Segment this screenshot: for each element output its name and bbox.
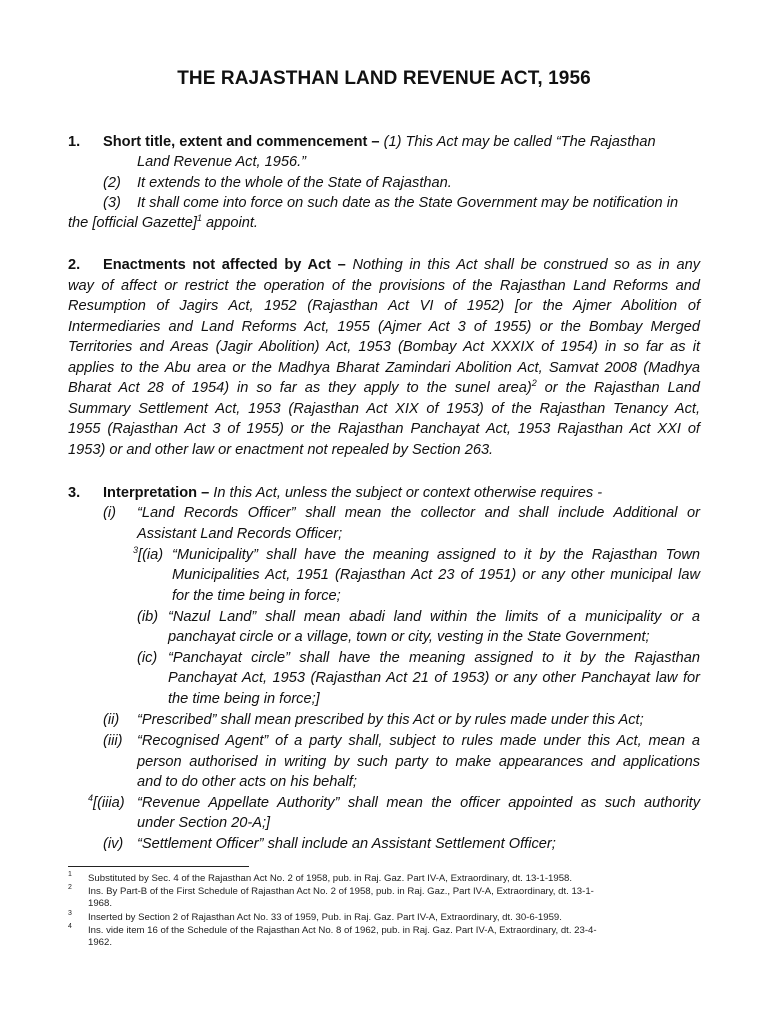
clause-ib-line-2: panchayat circle or a village, town or city, vesting in the State Government; bbox=[168, 629, 650, 645]
section-2-line-10: 1953) or and other law or enactment not repealed by Section 263. bbox=[68, 442, 494, 458]
section-1-para-2-text: It extends to the whole of the State of Rajasthan. bbox=[137, 175, 452, 191]
section-3-number: 3. bbox=[68, 485, 81, 501]
clause-ic-line-1: “Panchayat circle” shall have the meaning assigned to it by the Rajasthan bbox=[168, 650, 700, 666]
clause-ia-label-text: [(ia) bbox=[138, 547, 164, 563]
appoint-text: appoint. bbox=[202, 215, 258, 231]
section-2-line-4: Intermediaries and Land Reforms Act, 1955 (Ajmer Act 3 of 1955) or the Bombay Merged bbox=[68, 319, 700, 335]
clause-ic-line-2: Panchayat Act, 1953 (Rajasthan Act 21 of 1953) or any other Panchayat law for bbox=[168, 670, 700, 686]
clause-iii-label: (iii) bbox=[103, 733, 123, 749]
section-2-line-1 bbox=[103, 255, 700, 275]
section-3-heading: Interpretation – bbox=[103, 485, 210, 501]
footnote-separator bbox=[68, 866, 249, 867]
clause-i-line-2: Assistant Land Records Officer; bbox=[137, 526, 343, 542]
footnote-4-text-1: Ins. vide item 16 of the Schedule of the Rajasthan Act No. 8 of 1962, pub. in Raj. Gaz. Part IV-A, Extraordinary, dt. 23-4- bbox=[88, 925, 597, 936]
section-3-intro: In this Act, unless the subject or context otherwise requires - bbox=[213, 485, 603, 501]
section-1-para-3-label: (3) bbox=[103, 195, 121, 211]
clause-iiia-label-text: [(iiia) bbox=[93, 795, 125, 811]
section-3-line-1 bbox=[103, 483, 602, 503]
section-2-text-7b: or the Rajasthan Land bbox=[536, 380, 700, 396]
clause-iiia-label bbox=[88, 793, 125, 813]
section-2-line-2: way of affect or restrict the operation of the provisions of the Rajasthan Land Reforms and bbox=[68, 278, 700, 294]
footnote-1-text: Substituted by Sec. 4 of the Rajasthan Act No. 2 of 1958, pub. in Raj. Gaz. Part IV-A, Extraordinary, dt. 13-1-1958. bbox=[88, 873, 573, 884]
section-2-heading: Enactments not affected by Act – bbox=[103, 257, 346, 273]
footnote-3-mark: 3 bbox=[68, 910, 72, 917]
footnote-4-text-2: 1962. bbox=[88, 937, 113, 948]
footnote-4-mark: 4 bbox=[68, 923, 72, 930]
clause-iv-label: (iv) bbox=[103, 836, 124, 852]
clause-iv-line-1: “Settlement Officer” shall include an Assistant Settlement Officer; bbox=[137, 836, 556, 852]
clause-iiia-line-1: “Revenue Appellate Authority” shall mean the officer appointed as such authority bbox=[137, 795, 700, 811]
footnote-1-mark: 1 bbox=[68, 871, 72, 878]
section-2-line-6: applies to the Abu area or the Madhya Bharat Zamindari Abolition Act, Samvat 2008 (Madhya bbox=[68, 360, 700, 376]
clause-iii-line-2: person authorised in writing by such party to make appearances and applications bbox=[137, 754, 700, 770]
section-2-text-7a: Bharat Act 28 of 1954) in so far as they apply to the sunel area) bbox=[68, 380, 532, 396]
clause-iii-line-1: “Recognised Agent” of a party shall, subject to rules made under this Act, mean a bbox=[137, 733, 700, 749]
clause-ii-label: (ii) bbox=[103, 712, 120, 728]
section-1-line-1 bbox=[103, 132, 700, 152]
clause-i-label: (i) bbox=[103, 505, 116, 521]
clause-ic-label: (ic) bbox=[137, 650, 158, 666]
clause-ib-line-1: “Nazul Land” shall mean abadi land within the limits of a municipality or a bbox=[168, 609, 700, 625]
section-2-line-7 bbox=[68, 378, 700, 398]
clause-i-line-1: “Land Records Officer” shall mean the collector and shall include Additional or bbox=[137, 505, 700, 521]
clause-iii-line-3: and to do other acts on his behalf; bbox=[137, 774, 357, 790]
section-1-para-3-line-2 bbox=[68, 213, 258, 233]
section-1-line-2: Land Revenue Act, 1956.” bbox=[137, 154, 307, 170]
clause-ia-line-1: “Municipality” shall have the meaning assigned to it by the Rajasthan Town bbox=[172, 547, 700, 563]
footnote-3-text: Inserted by Section 2 of Rajasthan Act No. 33 of 1959, Pub. in Raj. Gaz. Part IV-A, Extraordinary, dt. 30-6-1959. bbox=[88, 912, 562, 923]
section-2-text-1: Nothing in this Act shall be construed so as in any bbox=[352, 257, 700, 273]
section-1-text-1: (1) This Act may be called “The Rajasthan bbox=[383, 134, 656, 150]
section-2-line-5: Territories and Areas (Jagir Abolition) Act, 1953 (Bombay Act XXXIX of 1954) in so far as it bbox=[68, 339, 700, 355]
clause-ic-line-3: the time being in force;] bbox=[168, 691, 320, 707]
page-title: THE RAJASTHAN LAND REVENUE ACT, 1956 bbox=[177, 68, 591, 89]
footnote-ref-4: 4 bbox=[88, 793, 94, 804]
footnote-ref-3: 3 bbox=[133, 545, 139, 556]
clause-iiia-line-2: under Section 20-A;] bbox=[137, 815, 271, 831]
section-1-heading: Short title, extent and commencement – bbox=[103, 134, 380, 150]
footnote-2-text-1: Ins. By Part-B of the First Schedule of Rajasthan Act No. 2 of 1958, pub. in Raj. Gaz., Part IV-A, Extraordinary, dt. 13-1- bbox=[88, 886, 594, 897]
clause-ib-label: (ib) bbox=[137, 609, 159, 625]
footnote-ref-2: 2 bbox=[531, 378, 537, 389]
section-2-number: 2. bbox=[68, 257, 81, 273]
footnote-2-mark: 2 bbox=[68, 884, 72, 891]
footnote-ref-1: 1 bbox=[196, 213, 202, 224]
section-1-number: 1. bbox=[68, 134, 81, 150]
clause-ia-label bbox=[133, 545, 163, 565]
clause-ia-line-3: for the time being in force; bbox=[172, 588, 341, 604]
section-1-para-3-text: It shall come into force on such date as the State Government may be notification in bbox=[137, 195, 679, 211]
section-2-line-3: Resumption of Jagirs Act, 1952 (Rajasthan Act VI of 1952) [or the Ajmer Abolition of bbox=[68, 298, 700, 314]
clause-ii-line-1: “Prescribed” shall mean prescribed by this Act or by rules made under this Act; bbox=[137, 712, 644, 728]
section-2-line-8: Summary Settlement Act, 1953 (Rajasthan Act XIX of 1953) of the Rajasthan Tenancy Act, bbox=[68, 401, 700, 417]
clause-ia-line-2: Municipalities Act, 1951 (Rajasthan Act 23 of 1951) or any other municipal law bbox=[172, 567, 700, 583]
section-2-line-9: 1955 (Rajasthan Act 3 of 1955) or the Rajasthan Panchayat Act, 1953 Rajasthan Act XXI of bbox=[68, 421, 700, 437]
footnote-2-text-2: 1968. bbox=[88, 898, 113, 909]
section-1-para-2-label: (2) bbox=[103, 175, 121, 191]
official-gazette-text: the [official Gazette] bbox=[68, 215, 197, 231]
